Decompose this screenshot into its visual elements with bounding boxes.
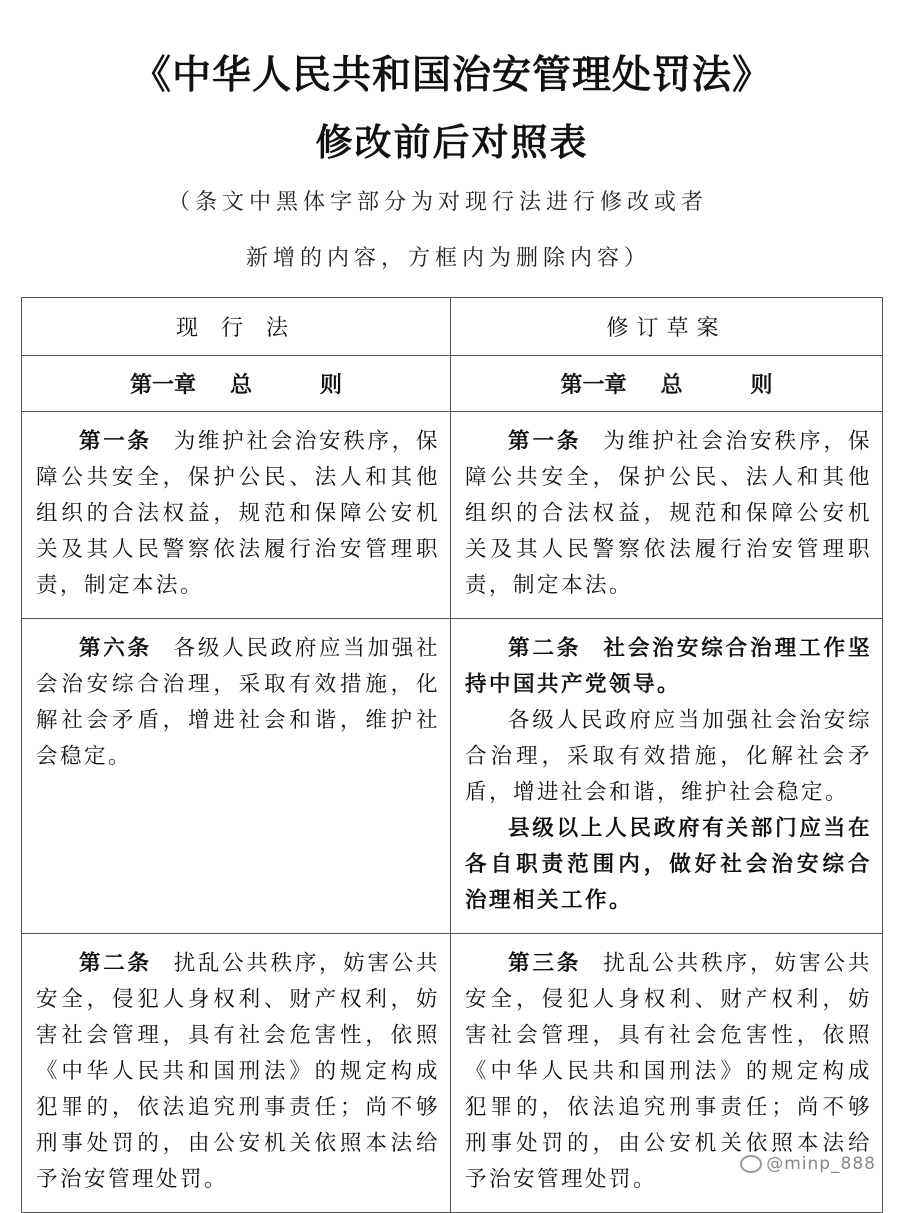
note-line-2: 新增的内容，方框内为删除内容） xyxy=(246,246,652,271)
chapter-number: 第一章 xyxy=(129,373,196,398)
chapter-word-2: 则 xyxy=(320,373,343,398)
chapter-heading-right xyxy=(451,356,883,412)
draft-cell xyxy=(451,619,883,934)
chapter-heading-left xyxy=(22,356,451,412)
chapter-row xyxy=(22,356,883,412)
current-law-cell xyxy=(22,619,451,934)
article-text: 为维护社会治安秩序，保障公共安全，保护公民、法人和其他组织的合法权益，规范和保障公安机关及其人民警察依法履行治安管理职责，制定本法。 xyxy=(36,429,440,598)
table-header-row xyxy=(22,298,883,356)
article-number: 第二条 xyxy=(79,951,152,976)
watermark xyxy=(740,1154,876,1174)
new-bold-text: 社会治安综合治理工作坚持中国共产党领导。 xyxy=(465,636,872,697)
document-subtitle: 修改前后对照表 xyxy=(315,121,589,164)
article-number: 第二条 xyxy=(508,636,582,661)
column-header-current-law: 现 行 法 xyxy=(22,298,451,356)
current-law-cell xyxy=(22,934,451,1213)
article-number: 第一条 xyxy=(79,429,152,454)
chapter-word-2: 则 xyxy=(750,373,773,398)
chapter-word-1: 总 xyxy=(660,373,683,398)
document-title: 《中华人民共和国治安管理处罚法》 xyxy=(131,53,772,98)
watermark-text: @minp_888 xyxy=(766,1154,876,1174)
article-text: 扰乱公共秩序，妨害公共安全，侵犯人身权利、财产权利，妨害社会管理，具有社会危害性，依照《中华人民共和国刑法》的规定构成犯罪的，依法追究刑事责任；尚不够刑事处罚的，由公安机关依照本法给予治安管理处罚。 xyxy=(465,951,872,1192)
comparison-table xyxy=(21,297,883,1213)
article-paragraph: 各级人民政府应当加强社会治安综合治理，采取有效措施，化解社会矛盾，增进社会和谐，维护社会稳定。 xyxy=(465,708,872,805)
current-law-cell xyxy=(22,412,451,619)
column-header-draft: 修订草案 xyxy=(451,298,883,356)
draft-cell xyxy=(451,412,883,619)
article-number: 第六条 xyxy=(79,636,152,661)
table-row xyxy=(22,619,883,934)
article-text: 扰乱公共秩序，妨害公共安全，侵犯人身权利、财产权利，妨害社会管理，具有社会危害性，依照《中华人民共和国刑法》的规定构成犯罪的，依法追究刑事责任；尚不够刑事处罚的，由公安机关依照本法给予治安管理处罚。 xyxy=(36,951,440,1192)
note-line-1: （条文中黑体字部分为对现行法进行修改或者 xyxy=(168,190,709,215)
chapter-word-1: 总 xyxy=(229,373,252,398)
article-number: 第三条 xyxy=(508,951,582,976)
chapter-number: 第一章 xyxy=(560,373,627,398)
weibo-icon xyxy=(740,1155,762,1173)
article-text: 为维护社会治安秩序，保障公共安全，保护公民、法人和其他组织的合法权益，规范和保障公安机关及其人民警察依法履行治安管理职责，制定本法。 xyxy=(465,429,872,598)
article-text: 各级人民政府应当加强社会治安综合治理，采取有效措施，化解社会矛盾，增进社会和谐，维护社会稳定。 xyxy=(36,636,440,769)
new-bold-paragraph: 县级以上人民政府有关部门应当在各自职责范围内，做好社会治安综合治理相关工作。 xyxy=(465,816,872,913)
table-row xyxy=(22,412,883,619)
article-number: 第一条 xyxy=(508,429,582,454)
